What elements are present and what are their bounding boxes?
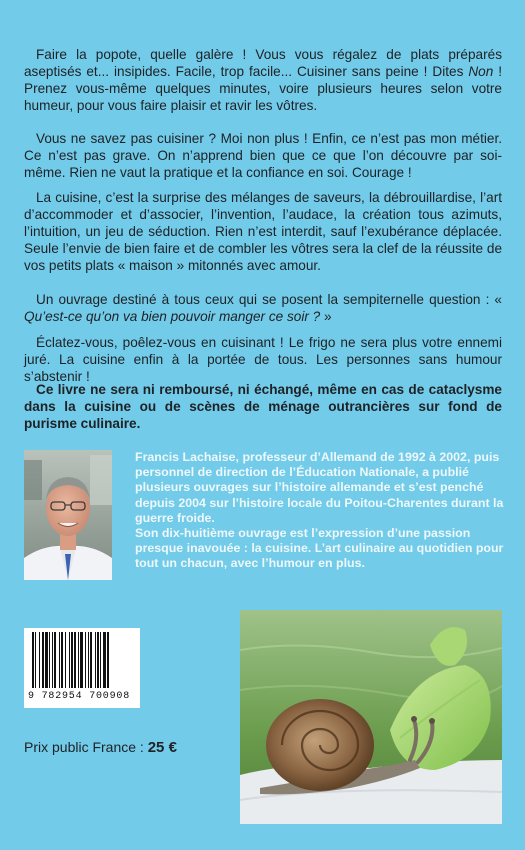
price-value: 25 € [147,739,177,756]
intro-italic-word: Non [468,64,494,79]
price-label: Prix public France : [24,739,148,755]
intro-text: Faire la popote, quelle galère ! Vous vous régalez de plats préparés aseptisés et... insipides. Facile, trop facile... Cuisiner sans peine ! Dites [24,47,502,79]
bio-career: Francis Lachaise, professeur d’Allemand de 1992 à 2002, puis personnel de direction de l’Éducation Nationale, a publié plusieurs ouvrages sur l’histoire allemande et s’est penché depuis 2004 sur l’histoire locale du Poitou-Charentes durant la guerre froide. [135,450,504,525]
price-line [24,739,177,756]
snail-photo [240,610,502,824]
question-italic: Qu’est-ce qu’on va bien pouvoir manger ce soir ? [24,309,321,324]
isbn-number: 9 782954 700908 [28,691,131,702]
intro-text-end: ! Prenez vous-même quelques minutes, voire plusieurs heures selon votre humeur, pour vous faire plaisir et ravir les vôtres. [24,64,502,113]
question-close: » [320,309,332,324]
bio-book: Son dix-huitième ouvrage est l’expression d’une passion presque inavouée : la cuisine. L’art culinaire au quotidien pour tout un chacun, avec l’humour en plus. [135,526,504,571]
isbn-barcode [24,628,140,708]
cuisine-definition-paragraph: La cuisine, c’est la surprise des mélanges de saveurs, la débrouillardise, l’art d’accommoder et d’associer, l’invention, l’audace, la création tous azimuts, l’intuition, un jeu de séduction. Rien n’est interdit, sauf l’exubérance déplacée. Seule l’envie de bien faire et de combler les vôtres sera la clef de la réussite de vos petits plats « maison » mitonnés avec amour. [24,190,502,273]
question-paragraph [24,291,502,325]
enjoy-paragraph: Éclatez-vous, poêlez-vous en cuisinant ! Le frigo ne sera plus votre ennemi juré. La cuisine enfin à la portée de tous. Les personnes sans humour s’abstenir ! [24,335,502,384]
intro-paragraph [24,46,502,114]
barcode-bars [24,628,140,690]
author-biography [135,450,504,572]
author-photo [24,450,112,580]
guarantee-paragraph: Ce livre ne sera ni remboursé, ni échangé, même en cas de cataclysme dans la cuisine ou de scènes de ménage outrancières sur fond de purisme culinaire. [24,382,502,431]
cooking-skill-paragraph: Vous ne savez pas cuisiner ? Moi non plus ! Enfin, ce n’est pas mon métier. Ce n’est pas grave. On n’apprend bien que ce que l’on découvre par soi-même. Rien ne vaut la pratique et la confiance en soi. Courage ! [24,131,502,180]
question-lead: Un ouvrage destiné à tous ceux qui se posent la sempiternelle question : « [36,292,502,307]
